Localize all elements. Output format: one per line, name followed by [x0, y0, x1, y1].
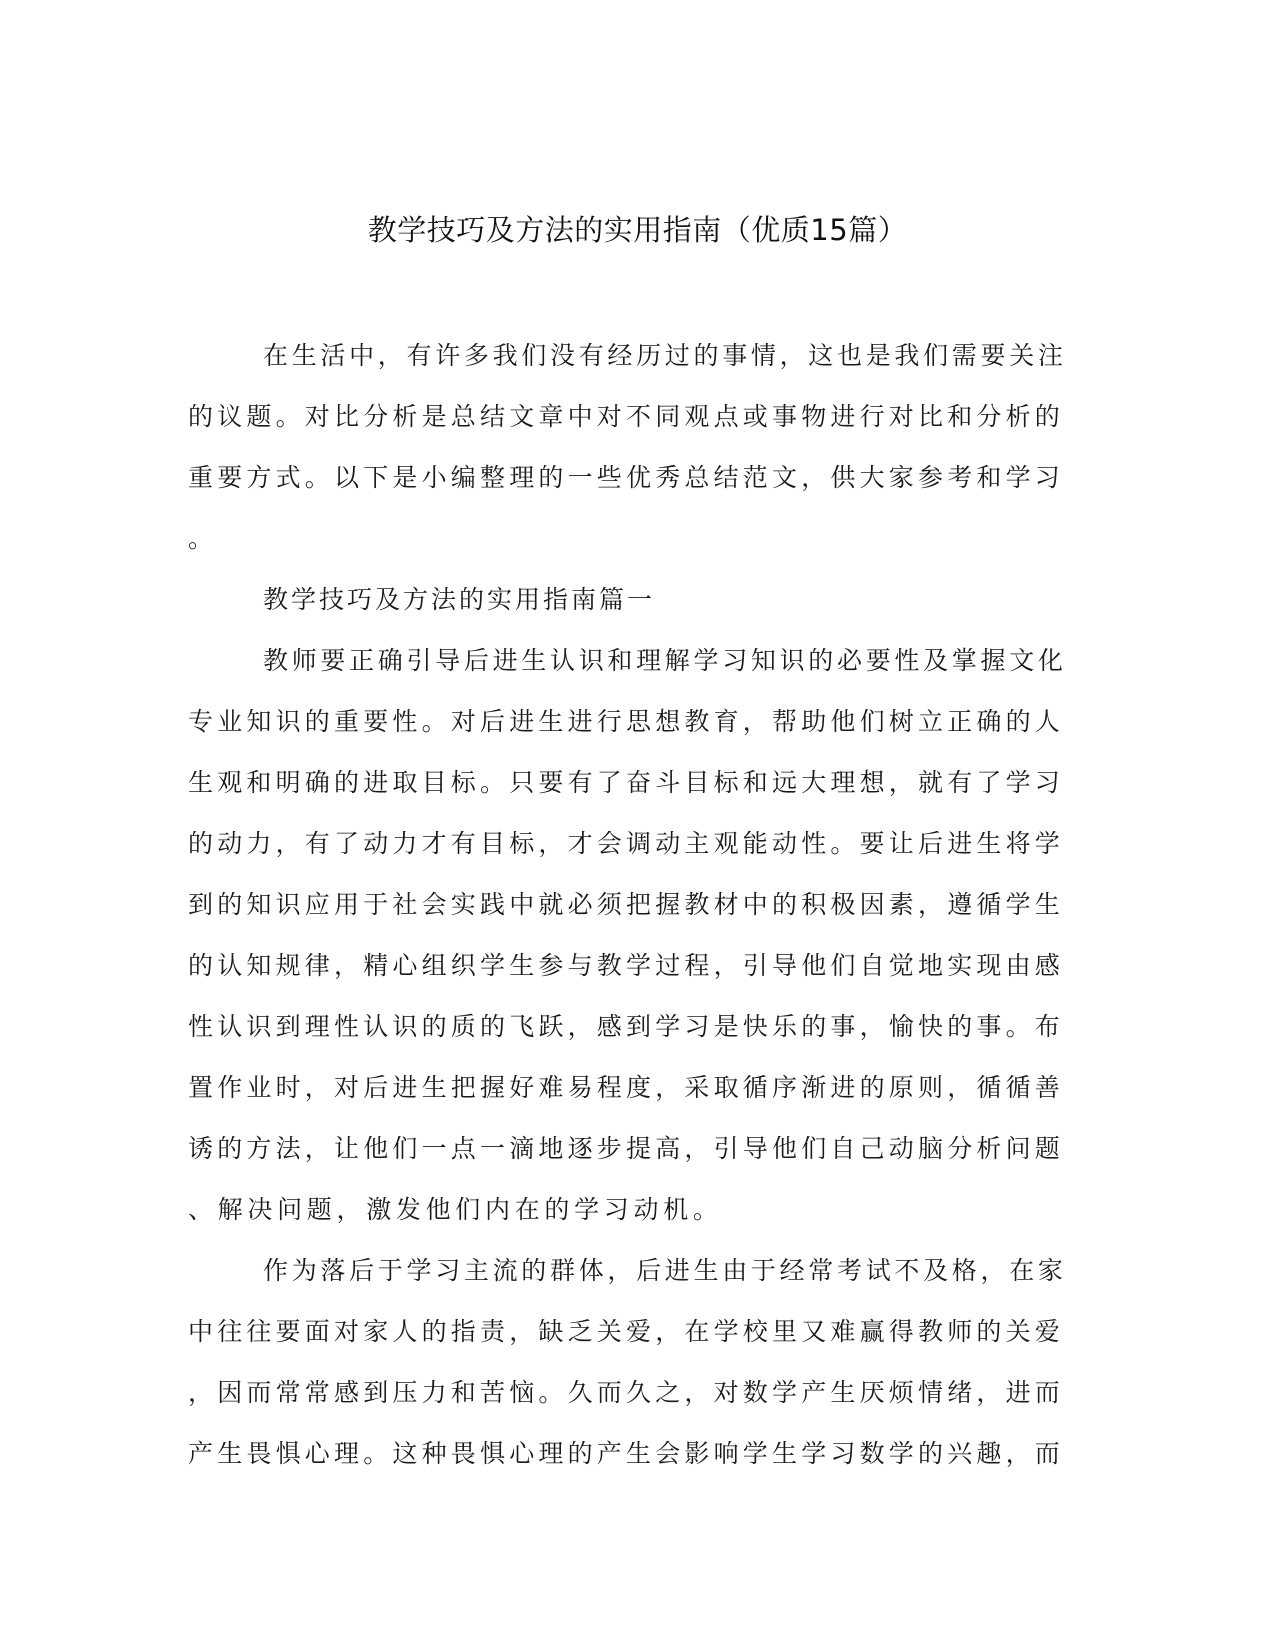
text-line: 生观和明确的进取目标。只要有了奋斗目标和远大理想，就有了学习: [188, 768, 1065, 797]
text-line: 性认识到理性认识的质的飞跃，感到学习是快乐的事，愉快的事。布: [188, 1012, 1065, 1041]
text-line: 重要方式。以下是小编整理的一些优秀总结范文，供大家参考和学习: [188, 463, 1065, 492]
text-line: 教师要正确引导后进生认识和理解学习知识的必要性及掌握文化: [263, 646, 1067, 675]
text-line: 诱的方法，让他们一点一滴地逐步提高，引导他们自己动脑分析问题: [188, 1134, 1065, 1163]
text-line: 中往往要面对家人的指责，缺乏关爱，在学校里又难赢得教师的关爱: [188, 1317, 1065, 1346]
text-line: 的议题。对比分析是总结文章中对不同观点或事物进行对比和分析的: [188, 402, 1065, 431]
text-line: 到的知识应用于社会实践中就必须把握教材中的积极因素，遵循学生: [188, 890, 1065, 919]
text-line: 的动力，有了动力才有目标，才会调动主观能动性。要让后进生将学: [188, 829, 1065, 858]
text-line: 、解决问题，激发他们内在的学习动机。: [188, 1195, 723, 1224]
document-title: 教学技巧及方法的实用指南（优质15篇）: [367, 213, 908, 247]
text-line: 产生畏惧心理。这种畏惧心理的产生会影响学生学习数学的兴趣，而: [188, 1439, 1065, 1468]
text-line: ，因而常常感到压力和苦恼。久而久之，对数学产生厌烦情绪，进而: [188, 1378, 1065, 1407]
text-line: 作为落后于学习主流的群体，后进生由于经常考试不及格，在家: [263, 1256, 1067, 1285]
text-line: 专业知识的重要性。对后进生进行思想教育，帮助他们树立正确的人: [188, 707, 1065, 736]
section-heading: 教学技巧及方法的实用指南篇一: [263, 585, 656, 614]
text-line: 的认知规律，精心组织学生参与教学过程，引导他们自觉地实现由感: [188, 951, 1065, 980]
text-line: 。: [188, 524, 218, 553]
document-body: [188, 325, 1068, 1484]
text-line: 在生活中，有许多我们没有经历过的事情，这也是我们需要关注: [263, 341, 1067, 370]
text-line: 置作业时，对后进生把握好难易程度，采取循序渐进的原则，循循善: [188, 1073, 1065, 1102]
